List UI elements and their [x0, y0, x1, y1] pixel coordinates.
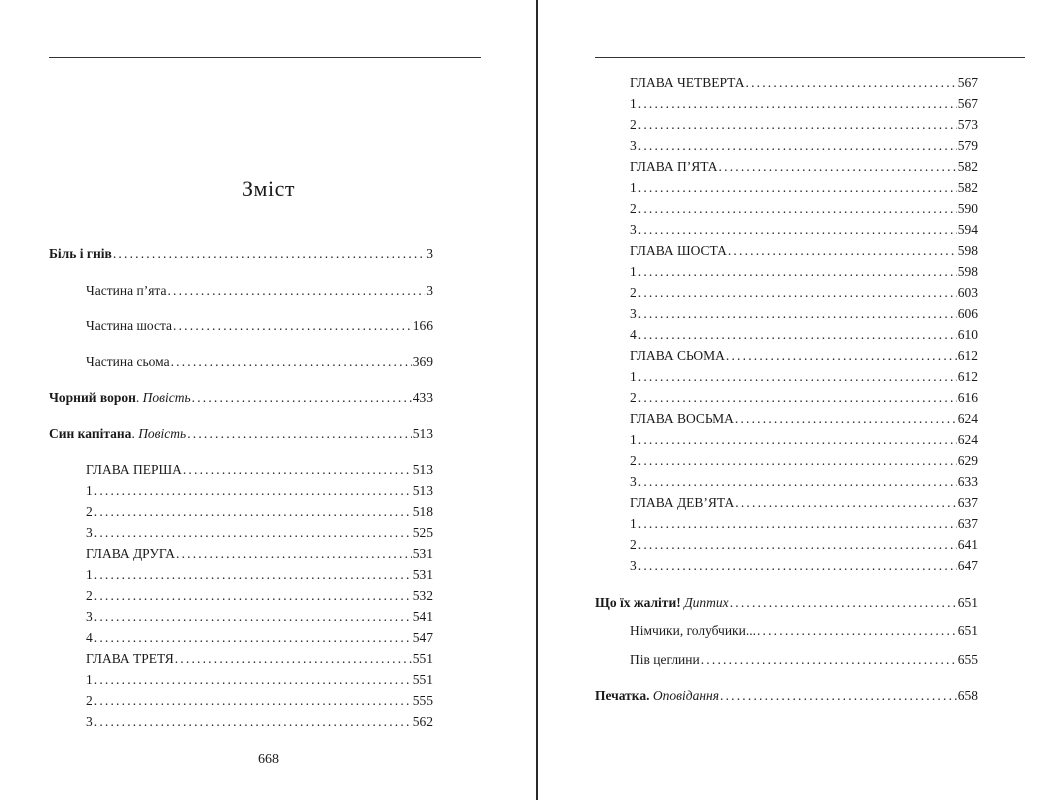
toc-section-title: 4 — [630, 327, 637, 342]
dot-leader — [726, 346, 957, 366]
toc-entry-title — [630, 535, 637, 555]
toc-section-title: Частина сьома — [86, 354, 170, 369]
header-rule — [49, 57, 481, 58]
dot-leader — [94, 523, 412, 543]
toc-separator: . — [135, 390, 143, 405]
toc-entry — [49, 244, 433, 264]
toc-page-number: 641 — [957, 537, 978, 552]
toc-section-title: ГЛАВА ЧЕТВЕРТА — [630, 75, 745, 90]
toc-entry — [630, 304, 978, 324]
dot-leader — [171, 352, 412, 372]
dot-leader — [638, 514, 957, 534]
toc-entry — [630, 367, 978, 387]
toc-genre: Оповідання — [652, 688, 719, 703]
toc-entry-title — [86, 649, 174, 669]
toc-page-number: 579 — [957, 138, 978, 153]
toc-separator: . — [131, 426, 139, 441]
toc-entry-title — [630, 556, 637, 576]
toc-entry-title — [86, 481, 93, 501]
toc-entry — [86, 460, 433, 480]
dot-leader — [638, 535, 957, 555]
toc-section-title: 3 — [86, 714, 93, 729]
dot-leader — [113, 244, 425, 264]
toc-entry — [630, 73, 978, 93]
toc-entry-title — [86, 670, 93, 690]
toc-section-title: 2 — [86, 588, 93, 603]
toc-page-number: 532 — [412, 588, 433, 603]
toc-page-number: 541 — [412, 609, 433, 624]
toc-entry — [630, 220, 978, 240]
dot-leader — [720, 686, 957, 706]
toc-entry-title — [630, 472, 637, 492]
toc-entry-title — [630, 73, 745, 93]
page-number: 668 — [258, 752, 279, 767]
toc-entry — [86, 544, 433, 564]
toc-entry — [630, 388, 978, 408]
toc-genre: Повість — [138, 426, 187, 441]
toc-section-title: 2 — [630, 201, 637, 216]
toc-entry-title — [86, 565, 93, 585]
dot-leader — [94, 481, 412, 501]
toc-genre: Диптих — [684, 595, 729, 610]
toc-entry — [630, 94, 978, 114]
toc-section-title: 1 — [86, 672, 93, 687]
toc-entry-title — [630, 388, 637, 408]
dot-leader — [94, 565, 412, 585]
dot-leader — [730, 593, 957, 613]
toc-page-number: 598 — [957, 243, 978, 258]
toc-entry-title — [630, 451, 637, 471]
toc-page-number: 612 — [957, 348, 978, 363]
toc-page-number: 166 — [412, 318, 433, 333]
toc-entry — [86, 607, 433, 627]
toc-page-number: 547 — [412, 630, 433, 645]
toc-entry-title — [630, 220, 637, 240]
toc-section-title: 1 — [86, 483, 93, 498]
toc-entry — [86, 649, 433, 669]
toc-page-number: 637 — [957, 495, 978, 510]
toc-page-number: 655 — [957, 652, 978, 667]
dot-leader — [638, 199, 957, 219]
toc-entry-title — [86, 316, 172, 336]
toc-page-number: 610 — [957, 327, 978, 342]
toc-page-number: 590 — [957, 201, 978, 216]
toc-entry — [630, 514, 978, 534]
toc-entry — [86, 670, 433, 690]
toc-page-number: 551 — [412, 651, 433, 666]
dot-leader — [638, 430, 957, 450]
toc-section-title: ГЛАВА ВОСЬМА — [630, 411, 734, 426]
toc-entry-title — [630, 650, 700, 670]
dot-leader — [638, 451, 957, 471]
dot-leader — [638, 283, 957, 303]
toc-entry — [86, 712, 433, 732]
toc-entry — [630, 262, 978, 282]
right-page — [539, 0, 1061, 800]
toc-entry — [630, 241, 978, 261]
toc-entry — [630, 136, 978, 156]
toc-page-number: 629 — [957, 453, 978, 468]
toc-page-number: 513 — [412, 462, 433, 477]
dot-leader — [728, 241, 957, 261]
toc-section-title: 4 — [86, 630, 93, 645]
toc-page-number: 651 — [957, 623, 978, 638]
toc-entry-title — [630, 325, 637, 345]
toc-entry — [595, 686, 978, 706]
toc-entry — [86, 565, 433, 585]
toc-entry — [630, 556, 978, 576]
toc-section-title: 2 — [86, 693, 93, 708]
toc-section-title: 1 — [630, 369, 637, 384]
toc-entry-title — [86, 544, 175, 564]
toc-entry — [86, 316, 433, 336]
toc-entry — [86, 586, 433, 606]
toc-entry — [49, 424, 433, 444]
toc-section-title: 3 — [86, 609, 93, 624]
toc-entry — [86, 352, 433, 372]
toc-page-number: 513 — [412, 483, 433, 498]
dot-leader — [638, 115, 957, 135]
toc-entry-title — [86, 586, 93, 606]
toc-page-number: 598 — [957, 264, 978, 279]
toc-page-number: 624 — [957, 411, 978, 426]
toc-entry-title — [86, 691, 93, 711]
toc-section-title: Частина шоста — [86, 318, 173, 333]
dot-leader — [94, 502, 412, 522]
toc-section-title: ГЛАВА ТРЕТЯ — [86, 651, 174, 666]
dot-leader — [175, 649, 412, 669]
toc-entry-title — [630, 493, 734, 513]
toc-entry-title — [630, 367, 637, 387]
toc-section-title: 2 — [630, 537, 637, 552]
toc-work-title: Чорний ворон — [49, 390, 136, 405]
toc-entry — [86, 523, 433, 543]
toc-section-title: 3 — [630, 222, 637, 237]
toc-section-title: 3 — [630, 306, 637, 321]
toc-entry-title — [630, 430, 637, 450]
toc-section-title: Пів цеглини — [630, 652, 700, 667]
dot-leader — [638, 304, 957, 324]
toc-page-number: 616 — [957, 390, 978, 405]
dot-leader — [735, 493, 956, 513]
toc-entry-title — [49, 244, 112, 264]
dot-leader — [94, 628, 412, 648]
toc-section-title: 2 — [630, 390, 637, 405]
dot-leader — [94, 607, 412, 627]
toc-entry — [86, 628, 433, 648]
toc-section-title: ГЛАВА П’ЯТА — [630, 159, 718, 174]
toc-section-title: ГЛАВА ДРУГА — [86, 546, 175, 561]
dot-leader — [173, 316, 412, 336]
toc-entry-title — [86, 523, 93, 543]
toc-work-title: Син капітана — [49, 426, 132, 441]
toc-page-number: 651 — [957, 595, 978, 610]
toc-page-number: 525 — [412, 525, 433, 540]
toc-page-number: 573 — [957, 117, 978, 132]
toc-page-number: 369 — [412, 354, 433, 369]
toc-entry-title — [49, 424, 186, 444]
toc-section-title: 1 — [630, 432, 637, 447]
dot-leader — [638, 136, 957, 156]
contents-heading: Зміст — [242, 176, 295, 201]
toc-entry-title — [595, 686, 719, 706]
toc-section-title: ГЛАВА ПЕРША — [86, 462, 182, 477]
toc-entry-title — [630, 178, 637, 198]
toc-section-title: 1 — [86, 567, 93, 582]
toc-entry-title — [86, 502, 93, 522]
toc-page-number: 603 — [957, 285, 978, 300]
toc-page-number: 555 — [412, 693, 433, 708]
toc-page-number: 518 — [412, 504, 433, 519]
toc-entry-title — [630, 157, 718, 177]
toc-page-number: 606 — [957, 306, 978, 321]
toc-entry — [630, 650, 978, 670]
toc-section-title: 2 — [630, 453, 637, 468]
dot-leader — [94, 712, 412, 732]
toc-entry-title — [630, 283, 637, 303]
toc-page-number: 433 — [412, 390, 433, 405]
toc-entry — [630, 535, 978, 555]
toc-entry — [595, 593, 978, 613]
toc-section-title: 2 — [630, 117, 637, 132]
toc-page-number: 633 — [957, 474, 978, 489]
toc-entry-title — [630, 136, 637, 156]
toc-section-title: 1 — [630, 516, 637, 531]
toc-page-number: 612 — [957, 369, 978, 384]
toc-entry — [630, 283, 978, 303]
dot-leader — [638, 556, 957, 576]
toc-section-title: 3 — [630, 138, 637, 153]
toc-entry-title — [86, 712, 93, 732]
dot-leader — [701, 650, 957, 670]
dot-leader — [638, 94, 957, 114]
dot-leader — [638, 262, 957, 282]
toc-work-title: Що їх жаліти! — [595, 595, 681, 610]
dot-leader — [719, 157, 957, 177]
toc-entry-title — [630, 304, 637, 324]
dot-leader — [638, 220, 957, 240]
toc-entry-title — [595, 593, 729, 613]
dot-leader — [176, 544, 412, 564]
toc-section-title: 2 — [630, 285, 637, 300]
toc-page-number: 3 — [426, 246, 433, 261]
toc-genre: Повість — [142, 390, 191, 405]
toc-entry-title — [86, 607, 93, 627]
toc-page-number: 582 — [957, 180, 978, 195]
toc-page-number: 531 — [412, 567, 433, 582]
toc-entry — [49, 388, 433, 408]
toc-entry-title — [86, 352, 170, 372]
dot-leader — [746, 73, 957, 93]
dot-leader — [192, 388, 412, 408]
toc-section-title: Частина п’ята — [86, 283, 167, 298]
dot-leader — [735, 409, 957, 429]
toc-section-title: 3 — [86, 525, 93, 540]
toc-entry — [630, 346, 978, 366]
toc-page-number: 637 — [957, 516, 978, 531]
dot-leader — [638, 388, 957, 408]
toc-page-number: 624 — [957, 432, 978, 447]
dot-leader — [183, 460, 412, 480]
toc-entry-title — [630, 346, 725, 366]
toc-entry — [630, 157, 978, 177]
toc-entry — [630, 409, 978, 429]
toc-section-title: 3 — [630, 558, 637, 573]
toc-entry-title — [630, 94, 637, 114]
toc-section-title: 3 — [630, 474, 637, 489]
toc-page-number: 3 — [426, 283, 433, 298]
toc-page-number: 567 — [957, 96, 978, 111]
toc-page-number: 562 — [412, 714, 433, 729]
toc-entry — [86, 281, 433, 301]
dot-leader — [638, 472, 957, 492]
toc-page-number: 531 — [412, 546, 433, 561]
toc-work-title: Біль і гнів — [49, 246, 112, 261]
toc-page-number: 567 — [957, 75, 978, 90]
toc-section-title: ГЛАВА ШОСТА — [630, 243, 727, 258]
toc-entry-title — [86, 281, 166, 301]
toc-page-number: 594 — [957, 222, 978, 237]
toc-section-title: 1 — [630, 96, 637, 111]
toc-entry-title — [86, 628, 93, 648]
toc-page-number: 582 — [957, 159, 978, 174]
toc-entry — [630, 115, 978, 135]
toc-entry-title — [630, 621, 756, 641]
dot-leader — [638, 367, 957, 387]
toc-entry — [86, 691, 433, 711]
toc-work-title: Печатка. — [595, 688, 650, 703]
toc-entry — [630, 325, 978, 345]
toc-section-title: 2 — [86, 504, 93, 519]
toc-entry-title — [630, 514, 637, 534]
dot-leader — [638, 325, 957, 345]
toc-entry — [86, 502, 433, 522]
toc-entry-title — [630, 409, 734, 429]
toc-entry-title — [630, 199, 637, 219]
toc-entry — [630, 430, 978, 450]
toc-entry — [630, 472, 978, 492]
toc-entry-title — [49, 388, 191, 408]
toc-entry-title — [86, 460, 182, 480]
toc-section-title: Німчики, голубчики... — [630, 623, 756, 638]
toc-section-title: ГЛАВА СЬОМА — [630, 348, 725, 363]
dot-leader — [638, 178, 957, 198]
toc-section-title: 1 — [630, 180, 637, 195]
dot-leader — [757, 621, 957, 641]
dot-leader — [94, 586, 412, 606]
dot-leader — [94, 691, 412, 711]
toc-entry — [630, 199, 978, 219]
dot-leader — [187, 424, 412, 444]
dot-leader — [94, 670, 412, 690]
toc-page-number: 551 — [412, 672, 433, 687]
toc-page-number: 658 — [957, 688, 978, 703]
toc-entry — [630, 621, 978, 641]
toc-entry — [630, 493, 978, 513]
dot-leader — [167, 281, 425, 301]
toc-entry — [86, 481, 433, 501]
header-rule — [595, 57, 1025, 58]
toc-entry — [630, 451, 978, 471]
toc-section-title: 1 — [630, 264, 637, 279]
toc-entry-title — [630, 262, 637, 282]
toc-entry-title — [630, 115, 637, 135]
toc-page-number: 647 — [957, 558, 978, 573]
book-spine — [536, 0, 538, 800]
toc-entry-title — [630, 241, 727, 261]
toc-section-title: ГЛАВА ДЕВ’ЯТА — [630, 495, 735, 510]
toc-entry — [630, 178, 978, 198]
toc-page-number: 513 — [412, 426, 433, 441]
